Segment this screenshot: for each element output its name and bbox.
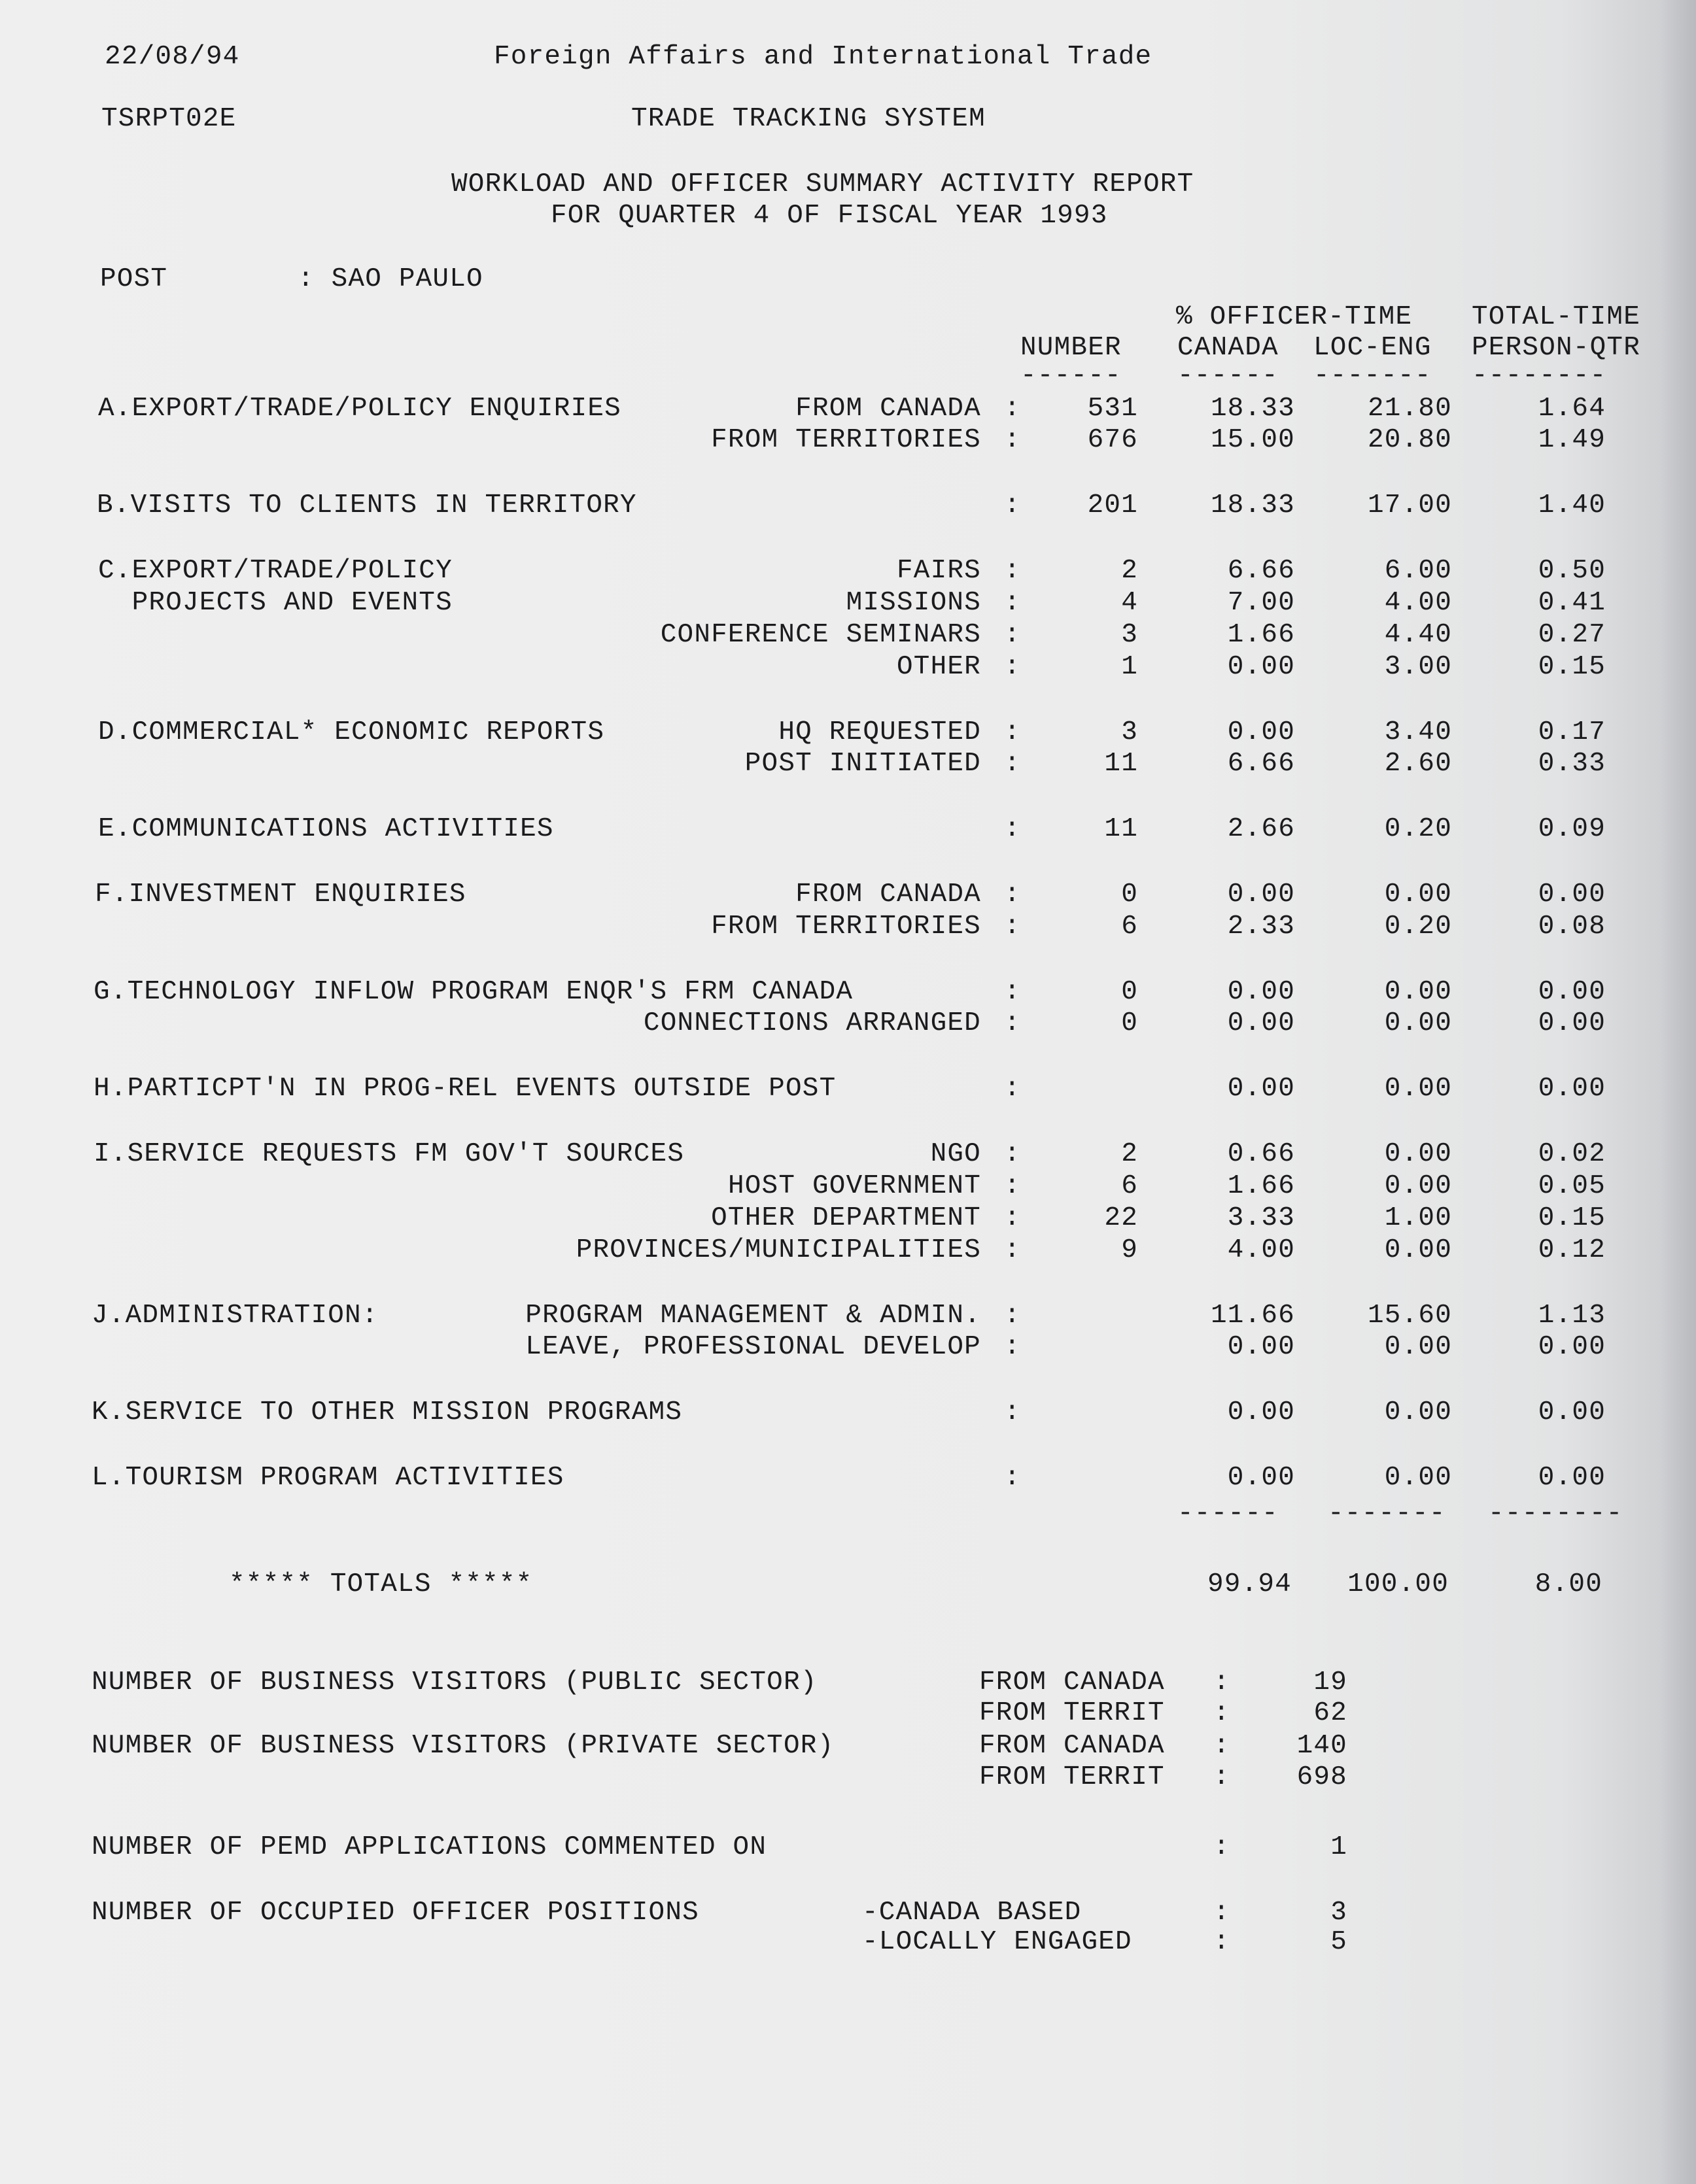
row-loc-eng-pct: 0.00 bbox=[1384, 1235, 1452, 1265]
pemd-colon: : bbox=[1213, 1832, 1230, 1862]
row-colon: : bbox=[1004, 1235, 1021, 1265]
visitors-public-label: NUMBER OF BUSINESS VISITORS (PUBLIC SECTOR) bbox=[92, 1667, 818, 1698]
visitors-public-from-canada: FROM CANADA bbox=[979, 1667, 1165, 1698]
row-canada-pct: 18.33 bbox=[1210, 394, 1295, 424]
loc-eng-rule: ------- bbox=[1313, 361, 1432, 391]
row-loc-eng-pct: 0.20 bbox=[1384, 912, 1452, 942]
row-person-qtr: 0.27 bbox=[1538, 620, 1606, 650]
row-sublabel: OTHER bbox=[896, 652, 981, 682]
row-canada-pct: 18.33 bbox=[1210, 490, 1295, 520]
visitors-colon: : bbox=[1213, 1667, 1230, 1698]
row-number: 1 bbox=[1121, 652, 1138, 682]
row-person-qtr: 0.02 bbox=[1538, 1139, 1606, 1169]
row-person-qtr: 0.00 bbox=[1538, 1463, 1606, 1493]
system-name: TRADE TRACKING SYSTEM bbox=[631, 104, 986, 134]
row-person-qtr: 0.50 bbox=[1538, 556, 1606, 586]
visitors-private-territ-value: 698 bbox=[1296, 1762, 1347, 1792]
row-loc-eng-pct: 0.00 bbox=[1384, 1171, 1452, 1201]
row-label: F.INVESTMENT ENQUIRIES bbox=[95, 879, 466, 910]
row-person-qtr: 0.00 bbox=[1538, 977, 1606, 1007]
row-label: G.TECHNOLOGY INFLOW PROGRAM ENQR'S FRM CANADA bbox=[94, 977, 854, 1007]
row-sublabel: LEAVE, PROFESSIONAL DEVELOP bbox=[525, 1332, 981, 1362]
row-number: 9 bbox=[1121, 1235, 1138, 1265]
row-sublabel: FROM TERRITORIES bbox=[711, 425, 981, 455]
row-colon: : bbox=[1004, 1203, 1021, 1233]
row-loc-eng-pct: 20.80 bbox=[1367, 425, 1452, 455]
row-number: 676 bbox=[1087, 425, 1138, 455]
row-person-qtr: 1.64 bbox=[1538, 394, 1606, 424]
positions-colon: : bbox=[1213, 1898, 1230, 1928]
row-canada-pct: 0.00 bbox=[1227, 1074, 1295, 1104]
row-canada-pct: 2.33 bbox=[1227, 912, 1295, 942]
row-number: 4 bbox=[1121, 588, 1138, 618]
row-label: H.PARTICPT'N IN PROG-REL EVENTS OUTSIDE POST bbox=[94, 1074, 837, 1104]
row-loc-eng-pct: 15.60 bbox=[1367, 1301, 1452, 1331]
row-canada-pct: 0.00 bbox=[1227, 1008, 1295, 1038]
row-canada-pct: 15.00 bbox=[1210, 425, 1295, 455]
row-number: 6 bbox=[1121, 1171, 1138, 1201]
visitors-public-territ-value: 62 bbox=[1313, 1698, 1347, 1728]
visitors-private-from-territ: FROM TERRIT bbox=[979, 1762, 1165, 1792]
row-canada-pct: 0.66 bbox=[1227, 1139, 1295, 1169]
row-sublabel: FROM TERRITORIES bbox=[711, 912, 981, 942]
row-canada-pct: 0.00 bbox=[1227, 1397, 1295, 1427]
person-qtr-rule: -------- bbox=[1472, 361, 1607, 391]
row-colon: : bbox=[1004, 814, 1021, 844]
row-label: K.SERVICE TO OTHER MISSION PROGRAMS bbox=[92, 1397, 683, 1427]
row-label: PROJECTS AND EVENTS bbox=[98, 588, 453, 618]
row-colon: : bbox=[1004, 394, 1021, 424]
page-edge-shadow bbox=[1660, 0, 1696, 2184]
positions-locally-engaged-value: 5 bbox=[1330, 1927, 1347, 1957]
row-person-qtr: 0.17 bbox=[1538, 717, 1606, 747]
pemd-label: NUMBER OF PEMD APPLICATIONS COMMENTED ON bbox=[92, 1832, 767, 1862]
row-colon: : bbox=[1004, 912, 1021, 942]
loc-eng-total-rule: ------- bbox=[1328, 1499, 1446, 1529]
row-number: 0 bbox=[1121, 1008, 1138, 1038]
canada-rule: ------ bbox=[1177, 361, 1279, 391]
row-loc-eng-pct: 3.00 bbox=[1384, 652, 1452, 682]
row-sublabel: NGO bbox=[930, 1139, 981, 1169]
row-label: J.ADMINISTRATION: bbox=[92, 1301, 379, 1331]
visitors-private-label: NUMBER OF BUSINESS VISITORS (PRIVATE SECTOR) bbox=[92, 1731, 835, 1761]
row-colon: : bbox=[1004, 1008, 1021, 1038]
row-sublabel: FAIRS bbox=[896, 556, 981, 586]
row-sublabel: POST INITIATED bbox=[744, 749, 981, 779]
visitors-public-canada-value: 19 bbox=[1313, 1667, 1347, 1698]
visitors-private-canada-value: 140 bbox=[1296, 1731, 1347, 1761]
row-sublabel: PROGRAM MANAGEMENT & ADMIN. bbox=[525, 1301, 981, 1331]
visitors-colon: : bbox=[1213, 1731, 1230, 1761]
visitors-colon: : bbox=[1213, 1762, 1230, 1792]
row-number: 3 bbox=[1121, 620, 1138, 650]
person-qtr-total-rule: -------- bbox=[1488, 1499, 1623, 1529]
row-colon: : bbox=[1004, 652, 1021, 682]
row-loc-eng-pct: 0.00 bbox=[1384, 977, 1452, 1007]
row-person-qtr: 0.15 bbox=[1538, 1203, 1606, 1233]
row-person-qtr: 0.05 bbox=[1538, 1171, 1606, 1201]
row-loc-eng-pct: 0.00 bbox=[1384, 1139, 1452, 1169]
row-sublabel: MISSIONS bbox=[846, 588, 981, 618]
row-sublabel: CONNECTIONS ARRANGED bbox=[643, 1008, 981, 1038]
row-sublabel: PROVINCES/MUNICIPALITIES bbox=[576, 1235, 981, 1265]
row-label: L.TOURISM PROGRAM ACTIVITIES bbox=[92, 1463, 564, 1493]
row-canada-pct: 11.66 bbox=[1210, 1301, 1295, 1331]
row-loc-eng-pct: 4.00 bbox=[1384, 588, 1452, 618]
row-person-qtr: 0.00 bbox=[1538, 1332, 1606, 1362]
loc-eng-header: LOC-ENG bbox=[1313, 333, 1432, 363]
row-loc-eng-pct: 2.60 bbox=[1384, 749, 1452, 779]
row-colon: : bbox=[1004, 556, 1021, 586]
row-sublabel: CONFERENCE SEMINARS bbox=[660, 620, 981, 650]
row-label: E.COMMUNICATIONS ACTIVITIES bbox=[98, 814, 554, 844]
row-colon: : bbox=[1004, 1463, 1021, 1493]
positions-colon: : bbox=[1213, 1927, 1230, 1957]
row-canada-pct: 4.00 bbox=[1227, 1235, 1295, 1265]
row-label: I.SERVICE REQUESTS FM GOV'T SOURCES bbox=[94, 1139, 685, 1169]
row-colon: : bbox=[1004, 588, 1021, 618]
row-number: 22 bbox=[1104, 1203, 1138, 1233]
row-person-qtr: 0.09 bbox=[1538, 814, 1606, 844]
row-colon: : bbox=[1004, 1397, 1021, 1427]
row-number: 201 bbox=[1087, 490, 1138, 520]
row-colon: : bbox=[1004, 490, 1021, 520]
row-person-qtr: 0.41 bbox=[1538, 588, 1606, 618]
row-number: 531 bbox=[1087, 394, 1138, 424]
row-number: 0 bbox=[1121, 879, 1138, 910]
canada-total-rule: ------ bbox=[1177, 1499, 1279, 1529]
row-sublabel: HOST GOVERNMENT bbox=[727, 1171, 981, 1201]
row-number: 3 bbox=[1121, 717, 1138, 747]
row-person-qtr: 0.15 bbox=[1538, 652, 1606, 682]
row-colon: : bbox=[1004, 620, 1021, 650]
row-loc-eng-pct: 3.40 bbox=[1384, 717, 1452, 747]
row-canada-pct: 0.00 bbox=[1227, 652, 1295, 682]
visitors-private-from-canada: FROM CANADA bbox=[979, 1731, 1165, 1761]
row-loc-eng-pct: 0.00 bbox=[1384, 1397, 1452, 1427]
row-number: 11 bbox=[1104, 749, 1138, 779]
row-canada-pct: 1.66 bbox=[1227, 620, 1295, 650]
row-number: 2 bbox=[1121, 1139, 1138, 1169]
row-sublabel: HQ REQUESTED bbox=[778, 717, 981, 747]
row-canada-pct: 1.66 bbox=[1227, 1171, 1295, 1201]
row-label: B.VISITS TO CLIENTS IN TERRITORY bbox=[97, 490, 637, 520]
row-number: 0 bbox=[1121, 977, 1138, 1007]
positions-label: NUMBER OF OCCUPIED OFFICER POSITIONS bbox=[92, 1898, 699, 1928]
row-loc-eng-pct: 4.40 bbox=[1384, 620, 1452, 650]
number-rule: ------ bbox=[1020, 361, 1122, 391]
row-colon: : bbox=[1004, 717, 1021, 747]
canada-header: CANADA bbox=[1177, 333, 1279, 363]
row-sublabel: FROM CANADA bbox=[795, 394, 981, 424]
row-label: A.EXPORT/TRADE/POLICY ENQUIRIES bbox=[98, 394, 621, 424]
row-canada-pct: 6.66 bbox=[1227, 749, 1295, 779]
row-person-qtr: 0.33 bbox=[1538, 749, 1606, 779]
total-time-header: TOTAL-TIME bbox=[1472, 302, 1641, 332]
row-number: 2 bbox=[1121, 556, 1138, 586]
row-canada-pct: 2.66 bbox=[1227, 814, 1295, 844]
row-colon: : bbox=[1004, 1332, 1021, 1362]
row-canada-pct: 0.00 bbox=[1227, 977, 1295, 1007]
row-person-qtr: 0.00 bbox=[1538, 879, 1606, 910]
row-canada-pct: 0.00 bbox=[1227, 879, 1295, 910]
totals-canada: 99.94 bbox=[1207, 1569, 1292, 1599]
post-value: : SAO PAULO bbox=[298, 264, 483, 294]
row-person-qtr: 0.00 bbox=[1538, 1397, 1606, 1427]
row-canada-pct: 6.66 bbox=[1227, 556, 1295, 586]
row-colon: : bbox=[1004, 1139, 1021, 1169]
person-qtr-header: PERSON-QTR bbox=[1472, 333, 1641, 363]
row-canada-pct: 0.00 bbox=[1227, 1463, 1295, 1493]
row-canada-pct: 0.00 bbox=[1227, 717, 1295, 747]
row-label: D.COMMERCIAL* ECONOMIC REPORTS bbox=[98, 717, 605, 747]
row-person-qtr: 1.40 bbox=[1538, 490, 1606, 520]
row-colon: : bbox=[1004, 1171, 1021, 1201]
totals-person-qtr: 8.00 bbox=[1534, 1569, 1602, 1599]
row-person-qtr: 0.12 bbox=[1538, 1235, 1606, 1265]
row-person-qtr: 0.00 bbox=[1538, 1008, 1606, 1038]
row-loc-eng-pct: 0.00 bbox=[1384, 1008, 1452, 1038]
post-label: POST bbox=[100, 264, 168, 294]
number-header: NUMBER bbox=[1020, 333, 1122, 363]
row-number: 6 bbox=[1121, 912, 1138, 942]
row-loc-eng-pct: 0.00 bbox=[1384, 879, 1452, 910]
row-person-qtr: 0.08 bbox=[1538, 912, 1606, 942]
row-loc-eng-pct: 6.00 bbox=[1384, 556, 1452, 586]
row-colon: : bbox=[1004, 1074, 1021, 1104]
report-subtitle: FOR QUARTER 4 OF FISCAL YEAR 1993 bbox=[551, 201, 1108, 231]
row-colon: : bbox=[1004, 1301, 1021, 1331]
positions-canada-based: -CANADA BASED bbox=[862, 1898, 1082, 1928]
row-colon: : bbox=[1004, 425, 1021, 455]
row-sublabel: FROM CANADA bbox=[795, 879, 981, 910]
row-loc-eng-pct: 0.20 bbox=[1384, 814, 1452, 844]
row-canada-pct: 7.00 bbox=[1227, 588, 1295, 618]
row-person-qtr: 1.13 bbox=[1538, 1301, 1606, 1331]
report-date: 22/08/94 bbox=[105, 42, 240, 72]
positions-canada-value: 3 bbox=[1330, 1898, 1347, 1928]
row-person-qtr: 1.49 bbox=[1538, 425, 1606, 455]
row-colon: : bbox=[1004, 977, 1021, 1007]
row-colon: : bbox=[1004, 749, 1021, 779]
row-colon: : bbox=[1004, 879, 1021, 910]
visitors-colon: : bbox=[1213, 1698, 1230, 1728]
totals-loc-eng: 100.00 bbox=[1347, 1569, 1449, 1599]
row-label: C.EXPORT/TRADE/POLICY bbox=[98, 556, 453, 586]
row-loc-eng-pct: 0.00 bbox=[1384, 1074, 1452, 1104]
row-canada-pct: 0.00 bbox=[1227, 1332, 1295, 1362]
pemd-value: 1 bbox=[1330, 1832, 1347, 1862]
row-loc-eng-pct: 0.00 bbox=[1384, 1332, 1452, 1362]
row-loc-eng-pct: 1.00 bbox=[1384, 1203, 1452, 1233]
report-code: TSRPT02E bbox=[101, 104, 237, 134]
row-number: 11 bbox=[1104, 814, 1138, 844]
row-loc-eng-pct: 21.80 bbox=[1367, 394, 1452, 424]
row-sublabel: OTHER DEPARTMENT bbox=[711, 1203, 981, 1233]
report-title: WORKLOAD AND OFFICER SUMMARY ACTIVITY REPORT bbox=[451, 169, 1194, 199]
department-name: Foreign Affairs and International Trade bbox=[494, 42, 1152, 72]
row-person-qtr: 0.00 bbox=[1538, 1074, 1606, 1104]
row-loc-eng-pct: 17.00 bbox=[1367, 490, 1452, 520]
row-loc-eng-pct: 0.00 bbox=[1384, 1463, 1452, 1493]
officer-time-header: % OFFICER-TIME bbox=[1176, 302, 1413, 332]
totals-label: ***** TOTALS ***** bbox=[229, 1569, 533, 1599]
positions-locally-engaged: -LOCALLY ENGAGED bbox=[862, 1927, 1132, 1957]
visitors-public-from-territ: FROM TERRIT bbox=[979, 1698, 1165, 1728]
row-canada-pct: 3.33 bbox=[1227, 1203, 1295, 1233]
